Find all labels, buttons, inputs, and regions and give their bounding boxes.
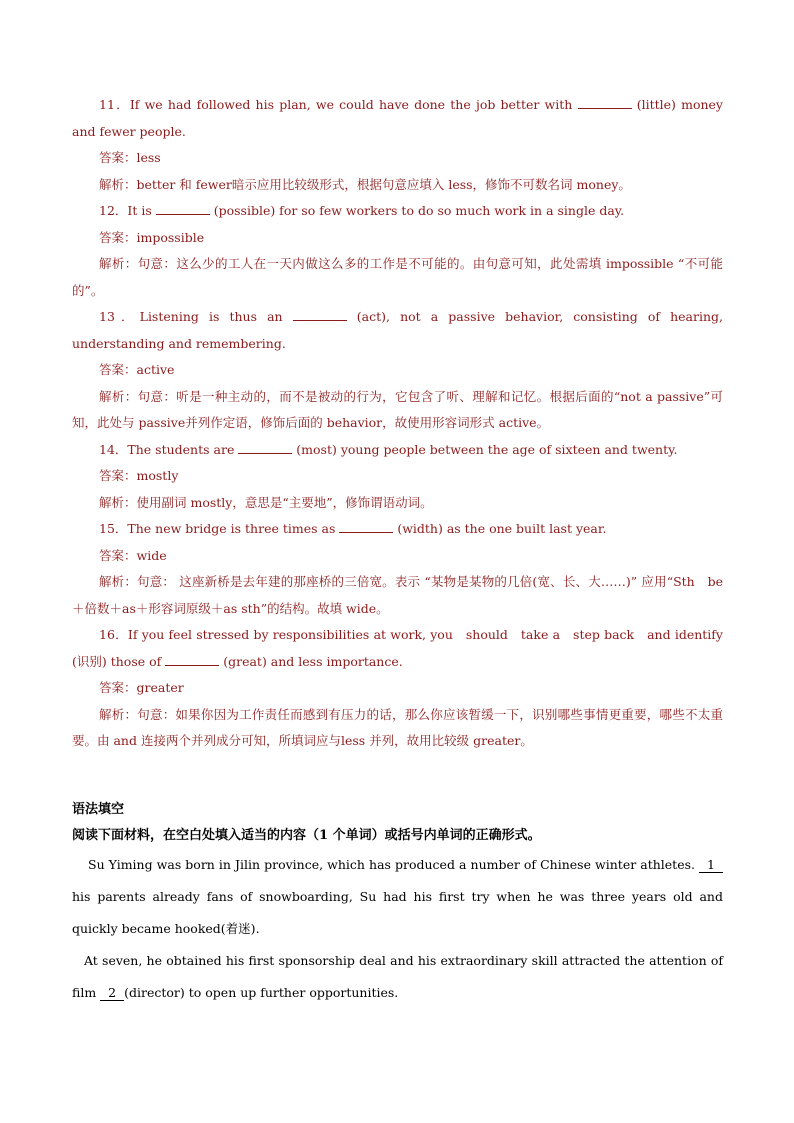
question-stem: 12．It is	[99, 203, 156, 218]
answer-blank[interactable]	[293, 308, 347, 321]
section-instruction: 阅读下面材料，在空白处填入适当的内容（1 个单词）或括号内单词的正确形式。	[72, 827, 541, 843]
explanation: 解析：句意：如果你因为工作责任而感到有压力的话，那么你应该暂缓一下，识别哪些事情更重要，哪些不太重要。由 and 连接两个并列成分可知，所填词应与less 并列，故用比较级 greater。	[72, 706, 723, 748]
question-12	[72, 198, 723, 304]
passage-text: At seven, he obtained his first sponsorship deal and his extraordinary skill attracted the attention of film	[72, 952, 723, 1000]
passage-text: Su Yiming was born in Jilin province, which has produced a number of Chinese winter athletes.	[88, 856, 700, 872]
question-stem: 14．The students are	[99, 441, 239, 457]
explanation: 解析：句意：这么少的工人在一天内做这么多的工作是不可能的。由句意可知，此处需填 impossible “不可能的”。	[72, 256, 723, 298]
answer-line: 答案：greater	[99, 680, 184, 695]
question-stem-end: (little) money and fewer people.	[72, 97, 723, 139]
passage-paragraph-1	[72, 849, 723, 945]
passage-text: (director) to open up further opportunities.	[124, 984, 399, 1000]
passage-blank-1[interactable]: 1	[699, 858, 723, 873]
question-stem-end: (act), not a passive behavior, consisting of hearing, understanding and remembering.	[72, 309, 723, 351]
question-stem: 16．If you feel stressed by responsibilities at work, you should take a step back and identify (识别) those of	[72, 627, 723, 669]
answer-line: 答案：active	[99, 362, 175, 377]
section-title: 语法填空	[72, 801, 125, 817]
passage-text: his parents already fans of snowboarding, Su had his first try when he was three years old and quickly became hooked(着迷).	[72, 888, 723, 936]
question-14	[72, 437, 723, 517]
explanation: 解析：句意： 这座新桥是去年建的那座桥的三倍宽。表示 “某物是某物的几倍(宽、长、大……)” 应用“Sth be＋倍数＋as＋形容词原级＋as sth”的结构。故填 wide。	[72, 574, 723, 616]
explanation: 解析：使用副词 mostly，意思是“主要地”，修饰谓语动词。	[99, 494, 433, 510]
question-13	[72, 304, 723, 437]
passage-blank-2[interactable]: 2	[100, 986, 124, 1001]
answer-blank[interactable]	[339, 520, 393, 533]
explanation: 解析：better 和 fewer暗示应用比较级形式，根据句意应填入 less，修饰不可数名词 money。	[99, 176, 631, 192]
question-stem: 11．If we had followed his plan, we could have done the job better with	[99, 97, 578, 112]
answer-line: 答案：impossible	[99, 229, 205, 245]
question-11	[72, 92, 723, 198]
answer-line: 答案：less	[99, 150, 161, 165]
question-stem: 15．The new bridge is three times as	[99, 521, 340, 536]
answer-line: 答案：wide	[99, 547, 167, 563]
question-text	[72, 622, 723, 675]
question-text	[72, 437, 723, 464]
question-stem-end: (great) and less importance.	[219, 653, 403, 669]
question-text	[72, 198, 723, 225]
question-text	[72, 516, 723, 543]
question-text	[72, 304, 723, 357]
question-stem-end: (possible) for so few workers to do so much work in a single day.	[209, 203, 625, 218]
question-15	[72, 516, 723, 622]
explanation: 解析：句意：听是一种主动的，而不是被动的行为，它包含了听、理解和记忆。根据后面的“not a passive”可知，此处与 passive并列作定语，修饰后面的 behavior，故使用形容词形式 active。	[72, 388, 723, 430]
question-stem-end: (most) young people between the age of sixteen and twenty.	[292, 441, 678, 457]
answer-blank[interactable]	[578, 96, 632, 109]
question-16	[72, 622, 723, 755]
question-text	[72, 92, 723, 145]
answer-blank[interactable]	[156, 202, 210, 215]
answer-blank[interactable]	[238, 441, 292, 454]
question-stem: 13．Listening is thus an	[99, 309, 293, 324]
question-stem-end: (width) as the one built last year.	[393, 521, 607, 536]
passage-paragraph-2	[72, 945, 723, 1009]
answer-line: 答案：mostly	[99, 468, 179, 483]
document-page	[72, 92, 723, 1009]
answer-blank[interactable]	[165, 653, 219, 666]
